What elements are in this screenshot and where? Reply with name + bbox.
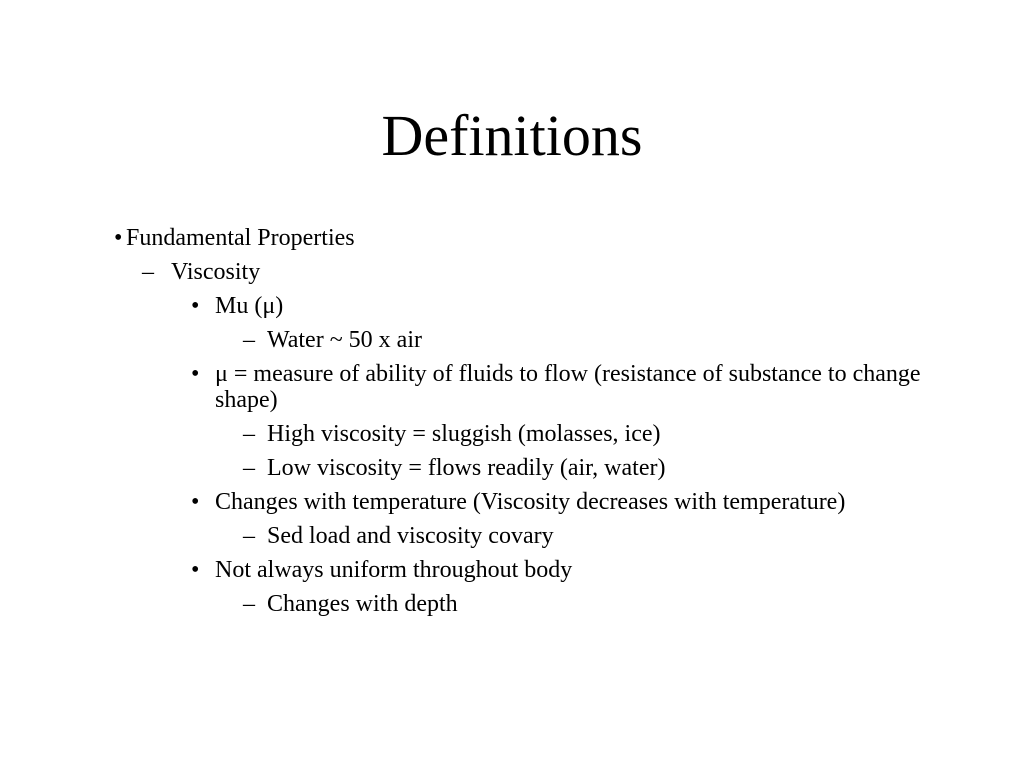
outline-item [0, 421, 1024, 447]
outline-item-text: Changes with temperature (Viscosity decreases with temperature) [215, 489, 846, 515]
outline-item-text: Water ~ 50 x air [267, 327, 422, 353]
outline-item-text: Fundamental Properties [126, 225, 355, 251]
dash-marker: – [243, 591, 255, 617]
outline-item [0, 293, 1024, 319]
outline-item [0, 259, 1024, 285]
outline-item-text: Low viscosity = flows readily (air, water) [267, 455, 666, 481]
bullet-marker: • [114, 225, 123, 251]
bullet-marker: • [191, 489, 200, 515]
outline-item [0, 361, 1024, 413]
outline-item [0, 455, 1024, 481]
outline-item [0, 327, 1024, 353]
outline-item [0, 489, 1024, 515]
outline-item-text: Not always uniform throughout body [215, 557, 573, 583]
dash-marker: – [142, 259, 154, 285]
outline-item-text: High viscosity = sluggish (molasses, ice) [267, 421, 661, 447]
dash-marker: – [243, 523, 255, 549]
dash-marker: – [243, 455, 255, 481]
outline-item [0, 557, 1024, 583]
bullet-marker: • [191, 557, 200, 583]
bullet-marker: • [191, 361, 200, 387]
outline-item [0, 591, 1024, 617]
dash-marker: – [243, 327, 255, 353]
outline-item-text: Sed load and viscosity covary [267, 523, 554, 549]
outline-item [0, 225, 1024, 251]
dash-marker: – [243, 421, 255, 447]
slide-title: Definitions [381, 103, 643, 168]
outline-item-text: μ = measure of ability of fluids to flow (resistance of substance to change shape) [215, 361, 921, 413]
bullet-marker: • [191, 293, 200, 319]
outline-item-text: Viscosity [171, 259, 261, 285]
outline-item-text: Changes with depth [267, 591, 458, 617]
outline-item [0, 523, 1024, 549]
bullet-outline [0, 225, 1024, 625]
outline-item-text: Mu (μ) [215, 293, 284, 319]
